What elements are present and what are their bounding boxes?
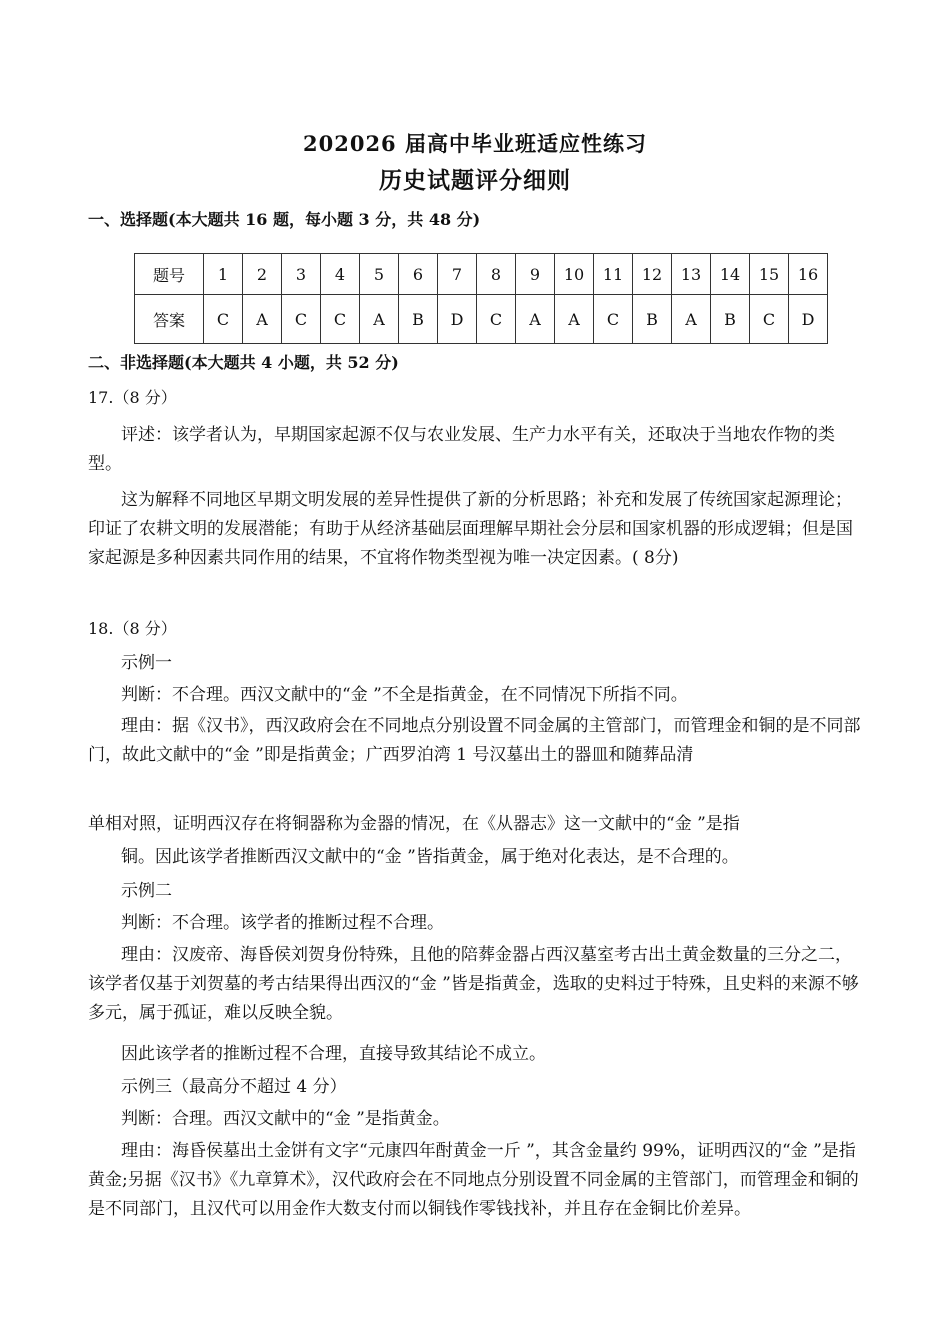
example-3-title: 示例三（最高分不超过 4 分） (121, 1077, 347, 1097)
question-number: 5 (360, 254, 399, 295)
example-1-title: 示例一 (121, 653, 172, 673)
document-subtitle: 历史试题评分细则 (379, 167, 571, 194)
example-3-reason: 理由：海昏侯墓出土金饼有文字“元康四年酎黄金一斤 ”，其含金量约 99%，证明西汉的“金 ”是指黄金;另据《汉书》《九章算术》，汉代政府会在不同地点分别设置不同金属的主管部门，而管理金和铜的是不同部门，且汉代可以用金作大数支付而以铜钱作零钱找补，并且存在金铜比价差异。 (88, 1141, 859, 1219)
example-1-reason-a: 理由：据《汉书》，西汉政府会在不同地点分别设置不同金属的主管部门，而管理金和铜的是不同部门，故此文献中的“金 ”即是指黄金；广西罗泊湾 1 号汉墓出土的器皿和随葬品清 (88, 716, 861, 765)
answer-cell: B (633, 295, 672, 344)
q18-label: 18.（8 分） (88, 619, 177, 638)
section1-heading: 一、选择题(本大题共 16 题，每小题 3 分，共 48 分) (88, 210, 481, 229)
example-2-reason: 理由：汉废帝、海昏侯刘贺身份特殊，且他的陪葬金器占西汉墓室考古出土黄金数量的三分之二，该学者仅基于刘贺墓的考古结果得出西汉的“金 ”皆是指黄金，选取的史料过于特殊，且史料的来源不够多元，属于孤证，难以反映全貌。 (88, 945, 859, 1023)
row-label-answers: 答案 (135, 295, 204, 344)
row-label-numbers: 题号 (135, 254, 204, 295)
question-number: 4 (321, 254, 360, 295)
question-number: 15 (750, 254, 789, 295)
question-number: 12 (633, 254, 672, 295)
question-number: 11 (594, 254, 633, 295)
section2-heading: 二、非选择题(本大题共 4 小题，共 52 分) (88, 353, 399, 372)
table-row-numbers (135, 254, 828, 295)
q17-paragraph-1: 评述：该学者认为，早期国家起源不仅与农业发展、生产力水平有关，还取决于当地农作物的类型。 (88, 425, 835, 474)
question-number: 14 (711, 254, 750, 295)
answer-cell: C (750, 295, 789, 344)
question-number: 7 (438, 254, 477, 295)
question-number: 10 (555, 254, 594, 295)
answer-cell: C (321, 295, 360, 344)
question-number: 1 (204, 254, 243, 295)
table-row-answers (135, 295, 828, 344)
answer-cell: B (399, 295, 438, 344)
question-number: 8 (477, 254, 516, 295)
answer-cell: D (789, 295, 828, 344)
answer-cell: A (243, 295, 282, 344)
q17-paragraph-2: 这为解释不同地区早期文明发展的差异性提供了新的分析思路；补充和发展了传统国家起源理论；印证了农耕文明的发展潜能；有助于从经济基础层面理解早期社会分层和国家机器的形成逻辑；但是国家起源是多种因素共同作用的结果，不宜将作物类型视为唯一决定因素。( 8分) (88, 490, 853, 568)
example-2-title: 示例二 (121, 881, 172, 901)
question-number: 13 (672, 254, 711, 295)
question-number: 6 (399, 254, 438, 295)
answer-table (134, 253, 828, 344)
example-3-judgement: 判断：合理。西汉文献中的“金 ”是指黄金。 (121, 1109, 450, 1129)
example-2-conclusion: 因此该学者的推断过程不合理，直接导致其结论不成立。 (121, 1044, 546, 1064)
answer-cell: B (711, 295, 750, 344)
document-title: 202026 届高中毕业班适应性练习 (303, 131, 647, 156)
example-1-judgement: 判断：不合理。西汉文献中的“金 ”不全是指黄金，在不同情况下所指不同。 (121, 685, 688, 705)
question-number: 16 (789, 254, 828, 295)
question-number: 9 (516, 254, 555, 295)
answer-cell: C (594, 295, 633, 344)
q17-label: 17.（8 分） (88, 388, 177, 407)
example-1-reason-c: 铜。因此该学者推断西汉文献中的“金 ”皆指黄金，属于绝对化表达，是不合理的。 (121, 847, 739, 867)
answer-cell: A (516, 295, 555, 344)
answer-cell: A (672, 295, 711, 344)
answer-cell: C (477, 295, 516, 344)
question-number: 2 (243, 254, 282, 295)
example-2-judgement: 判断：不合理。该学者的推断过程不合理。 (121, 913, 444, 933)
answer-cell: C (204, 295, 243, 344)
answer-cell: D (438, 295, 477, 344)
answer-cell: A (360, 295, 399, 344)
answer-cell: A (555, 295, 594, 344)
example-1-reason-b: 单相对照，证明西汉存在将铜器称为金器的情况，在《从器志》这一文献中的“金 ”是指 (88, 814, 740, 834)
answer-cell: C (282, 295, 321, 344)
question-number: 3 (282, 254, 321, 295)
